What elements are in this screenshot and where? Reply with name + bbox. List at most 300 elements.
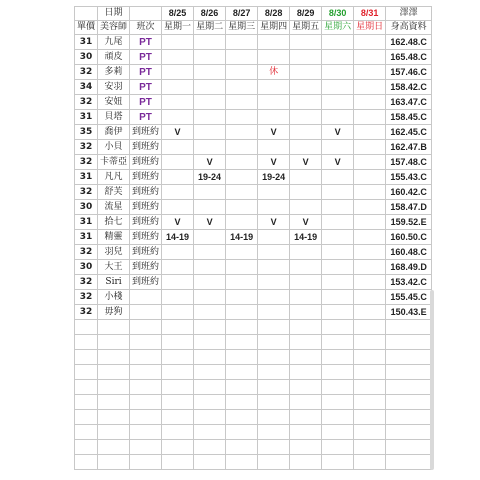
- price-cell[interactable]: 31: [75, 230, 98, 245]
- height-data-cell[interactable]: 165.48.C: [386, 50, 432, 65]
- schedule-cell[interactable]: [194, 275, 226, 290]
- empty-cell[interactable]: [386, 350, 432, 365]
- schedule-cell[interactable]: [162, 140, 194, 155]
- schedule-cell[interactable]: [226, 200, 258, 215]
- shift-cell[interactable]: PT: [130, 35, 162, 50]
- schedule-cell[interactable]: [226, 275, 258, 290]
- empty-cell[interactable]: [226, 425, 258, 440]
- schedule-cell[interactable]: [322, 65, 354, 80]
- empty-cell[interactable]: [354, 440, 386, 455]
- empty-cell[interactable]: [130, 365, 162, 380]
- stylist-name-cell[interactable]: 多莉: [98, 65, 130, 80]
- empty-cell[interactable]: [162, 410, 194, 425]
- schedule-cell[interactable]: [194, 185, 226, 200]
- schedule-cell[interactable]: [162, 290, 194, 305]
- empty-cell[interactable]: [386, 365, 432, 380]
- schedule-cell[interactable]: V: [258, 155, 290, 170]
- schedule-cell[interactable]: [162, 305, 194, 320]
- schedule-cell[interactable]: [226, 80, 258, 95]
- empty-cell[interactable]: [226, 350, 258, 365]
- shift-cell[interactable]: 到班約: [130, 260, 162, 275]
- vertical-scrollbar[interactable]: [430, 290, 434, 470]
- empty-cell[interactable]: [386, 380, 432, 395]
- height-data-cell[interactable]: 157.48.C: [386, 155, 432, 170]
- empty-cell[interactable]: [130, 440, 162, 455]
- empty-cell[interactable]: [226, 365, 258, 380]
- empty-cell[interactable]: [258, 455, 290, 470]
- schedule-cell[interactable]: V: [162, 125, 194, 140]
- schedule-cell[interactable]: [162, 80, 194, 95]
- schedule-cell[interactable]: [162, 275, 194, 290]
- empty-cell[interactable]: [258, 380, 290, 395]
- schedule-cell[interactable]: [290, 95, 322, 110]
- shift-cell[interactable]: PT: [130, 95, 162, 110]
- stylist-name-cell[interactable]: 九尾: [98, 35, 130, 50]
- schedule-cell[interactable]: [322, 95, 354, 110]
- schedule-cell[interactable]: [162, 170, 194, 185]
- stylist-name-cell[interactable]: 頑皮: [98, 50, 130, 65]
- empty-cell[interactable]: [290, 425, 322, 440]
- schedule-cell[interactable]: [258, 110, 290, 125]
- schedule-cell[interactable]: [226, 215, 258, 230]
- empty-cell[interactable]: [386, 410, 432, 425]
- empty-cell[interactable]: [354, 395, 386, 410]
- schedule-cell[interactable]: [226, 170, 258, 185]
- empty-cell[interactable]: [98, 440, 130, 455]
- stylist-name-cell[interactable]: 貝塔: [98, 110, 130, 125]
- empty-cell[interactable]: [354, 365, 386, 380]
- schedule-cell[interactable]: [194, 80, 226, 95]
- schedule-cell[interactable]: [354, 125, 386, 140]
- height-data-cell[interactable]: 162.45.C: [386, 125, 432, 140]
- shift-cell[interactable]: PT: [130, 50, 162, 65]
- schedule-cell[interactable]: [226, 155, 258, 170]
- schedule-cell[interactable]: [226, 140, 258, 155]
- schedule-cell[interactable]: [226, 110, 258, 125]
- empty-cell[interactable]: [162, 380, 194, 395]
- schedule-cell[interactable]: [322, 200, 354, 215]
- schedule-cell[interactable]: [226, 50, 258, 65]
- schedule-cell[interactable]: [322, 80, 354, 95]
- empty-cell[interactable]: [194, 455, 226, 470]
- empty-cell[interactable]: [322, 425, 354, 440]
- shift-cell[interactable]: 到班約: [130, 185, 162, 200]
- shift-cell[interactable]: [130, 290, 162, 305]
- empty-cell[interactable]: [386, 320, 432, 335]
- schedule-cell[interactable]: [354, 170, 386, 185]
- empty-cell[interactable]: [322, 395, 354, 410]
- empty-cell[interactable]: [98, 350, 130, 365]
- empty-cell[interactable]: [75, 425, 98, 440]
- empty-cell[interactable]: [75, 350, 98, 365]
- empty-cell[interactable]: [258, 350, 290, 365]
- empty-cell[interactable]: [75, 335, 98, 350]
- height-data-cell[interactable]: 162.47.B: [386, 140, 432, 155]
- schedule-cell[interactable]: [322, 140, 354, 155]
- schedule-cell[interactable]: [226, 125, 258, 140]
- schedule-cell[interactable]: V: [290, 155, 322, 170]
- empty-cell[interactable]: [130, 350, 162, 365]
- price-cell[interactable]: 32: [75, 155, 98, 170]
- schedule-cell[interactable]: [322, 110, 354, 125]
- schedule-cell[interactable]: [290, 305, 322, 320]
- height-data-cell[interactable]: 168.49.D: [386, 260, 432, 275]
- schedule-cell[interactable]: [194, 50, 226, 65]
- empty-cell[interactable]: [354, 350, 386, 365]
- schedule-cell[interactable]: [226, 305, 258, 320]
- schedule-cell[interactable]: [226, 95, 258, 110]
- price-cell[interactable]: 32: [75, 290, 98, 305]
- schedule-cell[interactable]: [162, 35, 194, 50]
- stylist-name-cell[interactable]: 喬伊: [98, 125, 130, 140]
- stylist-name-cell[interactable]: 小貝: [98, 140, 130, 155]
- height-data-cell[interactable]: 160.42.C: [386, 185, 432, 200]
- empty-cell[interactable]: [354, 425, 386, 440]
- empty-cell[interactable]: [290, 320, 322, 335]
- schedule-cell[interactable]: [162, 260, 194, 275]
- stylist-name-cell[interactable]: 精靈: [98, 230, 130, 245]
- empty-cell[interactable]: [194, 320, 226, 335]
- schedule-cell[interactable]: [322, 275, 354, 290]
- schedule-cell[interactable]: [162, 155, 194, 170]
- empty-cell[interactable]: [194, 440, 226, 455]
- empty-cell[interactable]: [75, 395, 98, 410]
- schedule-cell[interactable]: [354, 65, 386, 80]
- schedule-cell[interactable]: [354, 80, 386, 95]
- schedule-cell[interactable]: [258, 275, 290, 290]
- schedule-cell[interactable]: [354, 290, 386, 305]
- schedule-cell[interactable]: [194, 245, 226, 260]
- empty-cell[interactable]: [162, 365, 194, 380]
- schedule-cell[interactable]: [322, 260, 354, 275]
- empty-cell[interactable]: [98, 335, 130, 350]
- empty-cell[interactable]: [98, 320, 130, 335]
- height-data-cell[interactable]: 159.52.E: [386, 215, 432, 230]
- price-cell[interactable]: 32: [75, 140, 98, 155]
- empty-cell[interactable]: [386, 425, 432, 440]
- price-cell[interactable]: 32: [75, 305, 98, 320]
- schedule-cell[interactable]: [258, 185, 290, 200]
- schedule-cell[interactable]: [258, 200, 290, 215]
- height-data-cell[interactable]: 160.48.C: [386, 245, 432, 260]
- schedule-cell[interactable]: [226, 65, 258, 80]
- schedule-cell[interactable]: [258, 305, 290, 320]
- empty-cell[interactable]: [75, 365, 98, 380]
- empty-cell[interactable]: [322, 410, 354, 425]
- height-data-cell[interactable]: 162.48.C: [386, 35, 432, 50]
- price-cell[interactable]: 32: [75, 95, 98, 110]
- empty-cell[interactable]: [322, 365, 354, 380]
- empty-cell[interactable]: [354, 410, 386, 425]
- empty-cell[interactable]: [162, 320, 194, 335]
- empty-cell[interactable]: [130, 335, 162, 350]
- empty-cell[interactable]: [258, 395, 290, 410]
- schedule-cell[interactable]: [354, 35, 386, 50]
- schedule-cell[interactable]: [194, 95, 226, 110]
- schedule-cell[interactable]: V: [194, 215, 226, 230]
- schedule-cell[interactable]: [322, 245, 354, 260]
- price-cell[interactable]: 30: [75, 260, 98, 275]
- height-data-cell[interactable]: 163.47.C: [386, 95, 432, 110]
- empty-cell[interactable]: [75, 410, 98, 425]
- height-data-cell[interactable]: 155.43.C: [386, 170, 432, 185]
- empty-cell[interactable]: [194, 350, 226, 365]
- height-data-cell[interactable]: 158.45.C: [386, 110, 432, 125]
- height-data-cell[interactable]: 160.50.C: [386, 230, 432, 245]
- schedule-cell[interactable]: [290, 185, 322, 200]
- shift-cell[interactable]: 到班約: [130, 155, 162, 170]
- empty-cell[interactable]: [194, 395, 226, 410]
- schedule-cell[interactable]: [354, 50, 386, 65]
- schedule-cell[interactable]: [258, 245, 290, 260]
- schedule-cell[interactable]: 14-19: [290, 230, 322, 245]
- stylist-name-cell[interactable]: 拾七: [98, 215, 130, 230]
- schedule-cell[interactable]: [194, 200, 226, 215]
- schedule-cell[interactable]: [162, 245, 194, 260]
- stylist-name-cell[interactable]: 大王: [98, 260, 130, 275]
- schedule-cell[interactable]: V: [194, 155, 226, 170]
- empty-cell[interactable]: [290, 335, 322, 350]
- empty-cell[interactable]: [226, 320, 258, 335]
- schedule-cell[interactable]: [162, 95, 194, 110]
- price-cell[interactable]: 31: [75, 215, 98, 230]
- schedule-cell[interactable]: V: [290, 215, 322, 230]
- empty-cell[interactable]: [130, 380, 162, 395]
- empty-cell[interactable]: [75, 380, 98, 395]
- price-cell[interactable]: 32: [75, 275, 98, 290]
- schedule-cell[interactable]: [354, 200, 386, 215]
- empty-cell[interactable]: [226, 380, 258, 395]
- schedule-cell[interactable]: [354, 155, 386, 170]
- schedule-cell[interactable]: [290, 35, 322, 50]
- height-data-cell[interactable]: 155.45.C: [386, 290, 432, 305]
- price-cell[interactable]: 30: [75, 200, 98, 215]
- schedule-cell[interactable]: [290, 65, 322, 80]
- schedule-cell[interactable]: [322, 305, 354, 320]
- height-data-cell[interactable]: 158.47.D: [386, 200, 432, 215]
- empty-cell[interactable]: [75, 320, 98, 335]
- schedule-cell[interactable]: [194, 125, 226, 140]
- empty-cell[interactable]: [258, 440, 290, 455]
- empty-cell[interactable]: [290, 410, 322, 425]
- shift-cell[interactable]: PT: [130, 65, 162, 80]
- schedule-cell[interactable]: [290, 170, 322, 185]
- empty-cell[interactable]: [258, 335, 290, 350]
- schedule-cell[interactable]: [162, 200, 194, 215]
- shift-cell[interactable]: 到班約: [130, 230, 162, 245]
- schedule-cell[interactable]: [258, 95, 290, 110]
- stylist-name-cell[interactable]: 舒芙: [98, 185, 130, 200]
- empty-cell[interactable]: [290, 395, 322, 410]
- price-cell[interactable]: 30: [75, 50, 98, 65]
- empty-cell[interactable]: [354, 380, 386, 395]
- schedule-cell[interactable]: [194, 110, 226, 125]
- price-cell[interactable]: 31: [75, 170, 98, 185]
- schedule-cell[interactable]: [322, 170, 354, 185]
- schedule-cell[interactable]: V: [162, 215, 194, 230]
- empty-cell[interactable]: [130, 395, 162, 410]
- stylist-name-cell[interactable]: 卡蒂亞: [98, 155, 130, 170]
- stylist-name-cell[interactable]: 流星: [98, 200, 130, 215]
- schedule-cell[interactable]: [258, 140, 290, 155]
- empty-cell[interactable]: [386, 455, 432, 470]
- empty-cell[interactable]: [290, 365, 322, 380]
- schedule-cell[interactable]: [226, 185, 258, 200]
- empty-cell[interactable]: [130, 455, 162, 470]
- schedule-cell[interactable]: [226, 260, 258, 275]
- schedule-cell[interactable]: [194, 260, 226, 275]
- price-cell[interactable]: 35: [75, 125, 98, 140]
- schedule-cell[interactable]: [354, 230, 386, 245]
- schedule-cell[interactable]: [354, 275, 386, 290]
- stylist-name-cell[interactable]: Siri: [98, 275, 130, 290]
- schedule-cell[interactable]: [322, 215, 354, 230]
- shift-cell[interactable]: [130, 305, 162, 320]
- schedule-cell[interactable]: [162, 110, 194, 125]
- price-cell[interactable]: 34: [75, 80, 98, 95]
- schedule-cell[interactable]: [162, 65, 194, 80]
- empty-cell[interactable]: [354, 335, 386, 350]
- schedule-cell[interactable]: [354, 185, 386, 200]
- empty-cell[interactable]: [290, 440, 322, 455]
- schedule-cell[interactable]: 19-24: [258, 170, 290, 185]
- schedule-cell[interactable]: [354, 245, 386, 260]
- schedule-cell[interactable]: [226, 245, 258, 260]
- schedule-cell[interactable]: [290, 260, 322, 275]
- stylist-name-cell[interactable]: 小棧: [98, 290, 130, 305]
- empty-cell[interactable]: [258, 365, 290, 380]
- schedule-cell[interactable]: [194, 305, 226, 320]
- empty-cell[interactable]: [162, 425, 194, 440]
- shift-cell[interactable]: 到班約: [130, 215, 162, 230]
- empty-cell[interactable]: [162, 335, 194, 350]
- schedule-cell[interactable]: [194, 230, 226, 245]
- price-cell[interactable]: 31: [75, 110, 98, 125]
- schedule-cell[interactable]: V: [322, 125, 354, 140]
- empty-cell[interactable]: [194, 365, 226, 380]
- empty-cell[interactable]: [322, 440, 354, 455]
- empty-cell[interactable]: [162, 455, 194, 470]
- shift-cell[interactable]: 到班約: [130, 245, 162, 260]
- empty-cell[interactable]: [354, 320, 386, 335]
- schedule-cell[interactable]: [354, 215, 386, 230]
- schedule-cell[interactable]: [194, 140, 226, 155]
- stylist-name-cell[interactable]: 安羽: [98, 80, 130, 95]
- empty-cell[interactable]: [290, 380, 322, 395]
- empty-cell[interactable]: [98, 425, 130, 440]
- stylist-name-cell[interactable]: 毋狗: [98, 305, 130, 320]
- schedule-cell[interactable]: [322, 290, 354, 305]
- empty-cell[interactable]: [322, 455, 354, 470]
- empty-cell[interactable]: [75, 440, 98, 455]
- schedule-cell[interactable]: [162, 50, 194, 65]
- schedule-cell[interactable]: V: [322, 155, 354, 170]
- shift-cell[interactable]: 到班約: [130, 275, 162, 290]
- price-cell[interactable]: 32: [75, 245, 98, 260]
- schedule-cell[interactable]: [258, 50, 290, 65]
- empty-cell[interactable]: [130, 410, 162, 425]
- empty-cell[interactable]: [194, 335, 226, 350]
- schedule-cell[interactable]: [258, 260, 290, 275]
- empty-cell[interactable]: [290, 455, 322, 470]
- schedule-cell[interactable]: [290, 50, 322, 65]
- schedule-cell[interactable]: [290, 110, 322, 125]
- schedule-cell[interactable]: [322, 230, 354, 245]
- empty-cell[interactable]: [98, 395, 130, 410]
- empty-cell[interactable]: [226, 410, 258, 425]
- schedule-cell[interactable]: [290, 140, 322, 155]
- schedule-cell[interactable]: [258, 290, 290, 305]
- empty-cell[interactable]: [75, 455, 98, 470]
- empty-cell[interactable]: [226, 440, 258, 455]
- schedule-cell[interactable]: [258, 80, 290, 95]
- schedule-cell[interactable]: 休: [258, 65, 290, 80]
- empty-cell[interactable]: [322, 335, 354, 350]
- empty-cell[interactable]: [386, 440, 432, 455]
- empty-cell[interactable]: [386, 395, 432, 410]
- schedule-cell[interactable]: [354, 260, 386, 275]
- empty-cell[interactable]: [194, 425, 226, 440]
- shift-cell[interactable]: 到班約: [130, 140, 162, 155]
- schedule-cell[interactable]: 19-24: [194, 170, 226, 185]
- schedule-cell[interactable]: [290, 245, 322, 260]
- schedule-cell[interactable]: [258, 35, 290, 50]
- empty-cell[interactable]: [258, 425, 290, 440]
- schedule-cell[interactable]: [290, 125, 322, 140]
- shift-cell[interactable]: PT: [130, 80, 162, 95]
- schedule-cell[interactable]: [226, 35, 258, 50]
- empty-cell[interactable]: [226, 395, 258, 410]
- schedule-cell[interactable]: [194, 35, 226, 50]
- schedule-cell[interactable]: [322, 185, 354, 200]
- empty-cell[interactable]: [226, 335, 258, 350]
- empty-cell[interactable]: [386, 335, 432, 350]
- schedule-cell[interactable]: 14-19: [162, 230, 194, 245]
- schedule-cell[interactable]: [194, 290, 226, 305]
- empty-cell[interactable]: [162, 395, 194, 410]
- empty-cell[interactable]: [98, 455, 130, 470]
- height-data-cell[interactable]: 153.42.C: [386, 275, 432, 290]
- empty-cell[interactable]: [226, 455, 258, 470]
- schedule-cell[interactable]: V: [258, 215, 290, 230]
- empty-cell[interactable]: [130, 425, 162, 440]
- schedule-cell[interactable]: [322, 35, 354, 50]
- schedule-cell[interactable]: [258, 230, 290, 245]
- height-data-cell[interactable]: 158.42.C: [386, 80, 432, 95]
- empty-cell[interactable]: [162, 350, 194, 365]
- empty-cell[interactable]: [162, 440, 194, 455]
- empty-cell[interactable]: [258, 320, 290, 335]
- schedule-cell[interactable]: [322, 50, 354, 65]
- shift-cell[interactable]: 到班約: [130, 200, 162, 215]
- schedule-cell[interactable]: [290, 290, 322, 305]
- empty-cell[interactable]: [194, 380, 226, 395]
- schedule-cell[interactable]: [162, 185, 194, 200]
- schedule-cell[interactable]: [290, 200, 322, 215]
- price-cell[interactable]: 32: [75, 185, 98, 200]
- height-data-cell[interactable]: 150.43.E: [386, 305, 432, 320]
- shift-cell[interactable]: PT: [130, 110, 162, 125]
- schedule-cell[interactable]: 14-19: [226, 230, 258, 245]
- schedule-cell[interactable]: [354, 305, 386, 320]
- schedule-cell[interactable]: V: [258, 125, 290, 140]
- price-cell[interactable]: 31: [75, 35, 98, 50]
- schedule-cell[interactable]: [290, 80, 322, 95]
- price-cell[interactable]: 32: [75, 65, 98, 80]
- height-data-cell[interactable]: 157.46.C: [386, 65, 432, 80]
- schedule-cell[interactable]: [290, 275, 322, 290]
- empty-cell[interactable]: [194, 410, 226, 425]
